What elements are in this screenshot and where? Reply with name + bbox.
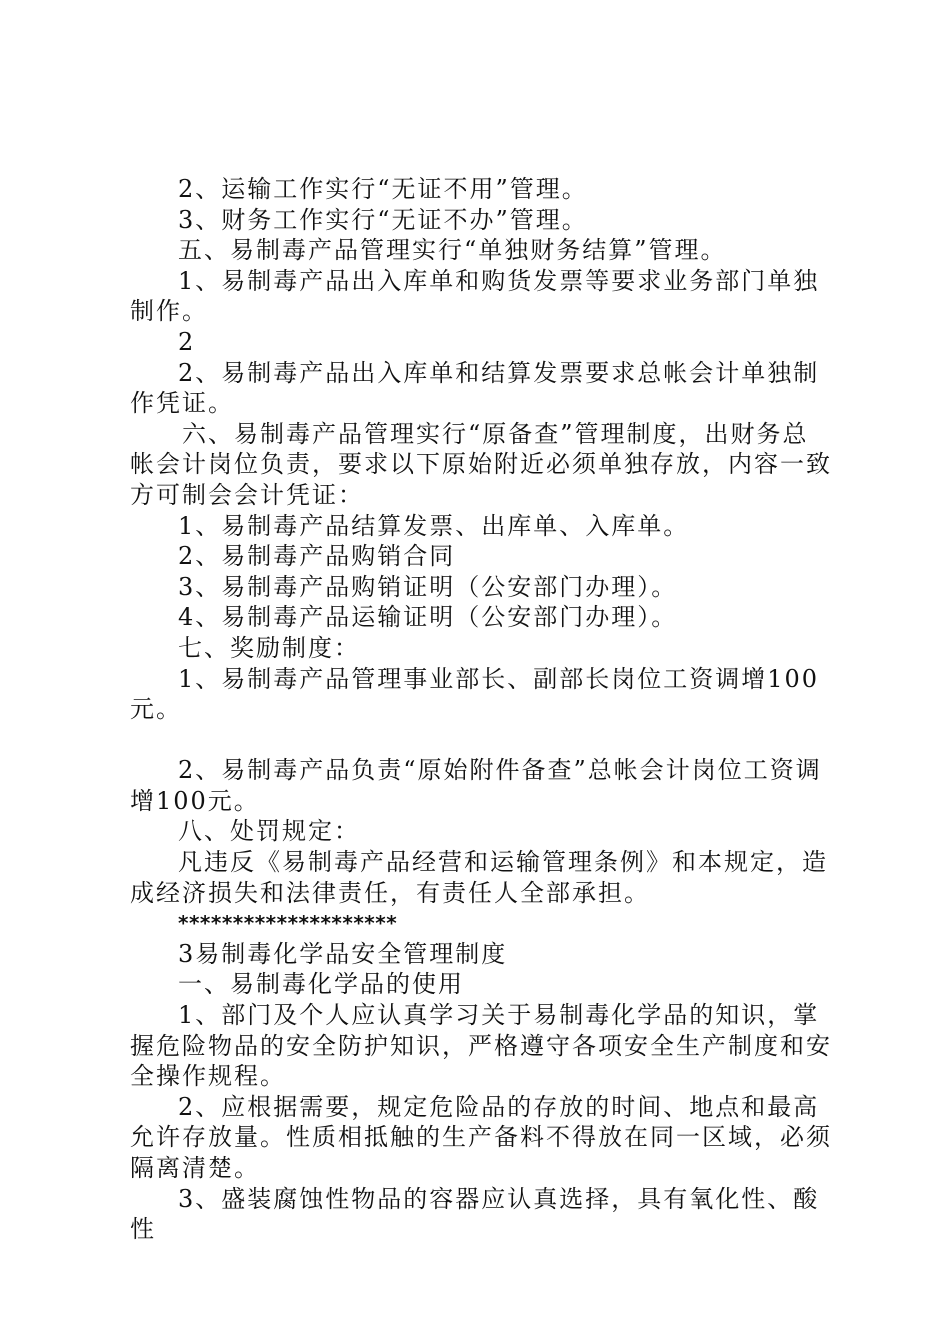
paragraph-usage-2: 2、应根据需要，规定危险品的存放的时间、地点和最高允许存放量。性质相抵触的生产备料不得放在同一区域，必须隔离清楚。 [130,1092,832,1182]
separator-stars: ******************** [178,911,398,936]
section-heading-8: 八、处罚规定： [178,817,360,846]
paragraph-6-2: 2、易制毒产品购销合同 [178,542,456,571]
section-heading-usage: 一、易制毒化学品的使用 [178,970,464,999]
paragraph-transport-rule: 2、运输工作实行“无证不用”管理。 [178,175,588,203]
section-heading-7: 七、奖励制度： [178,633,360,662]
section-heading-6: 六、易制毒产品管理实行“原备查”管理制度，出财务总帐会计岗位负责，要求以下原始附近必须单独存放，内容一致方可制会会计凭证： [130,419,832,509]
paragraph-finance-rule: 3、财务工作实行“无证不办”管理。 [178,205,588,234]
paragraph-7-2: 2、易制毒产品负责“原始附件备查”总帐会计岗位工资调增100元。 [130,756,822,815]
paragraph-usage-1: 1、部门及个人应认真学习关于易制毒化学品的知识，掌握危险物品的安全防护知识，严格遵守各项安全生产制度和安全操作规程。 [130,1001,832,1091]
paragraph-6-4: 4、易制毒产品运输证明（公安部门办理）。 [178,603,678,632]
paragraph-7-1: 1、易制毒产品管理事业部长、副部长岗位工资调增100元。 [130,664,820,724]
section-heading-5: 五、易制毒产品管理实行“单独财务结算”管理。 [178,236,727,265]
page-number: 2 [178,327,196,356]
chapter-title: 3易制毒化学品安全管理制度 [178,939,508,968]
paragraph-usage-3: 3、盛装腐蚀性物品的容器应认真选择，具有氧化性、酸性 [130,1184,820,1244]
paragraph-8-1: 凡违反《易制毒产品经营和运输管理条例》和本规定，造成经济损失和法律责任，有责任人全部承担。 [130,848,828,907]
paragraph-5-2: 2、易制毒产品出入库单和结算发票要求总帐会计单独制作凭证。 [130,358,820,418]
blank-line [130,725,834,756]
document-page [130,174,834,1245]
paragraph-6-1: 1、易制毒产品结算发票、出库单、入库单。 [178,511,690,540]
paragraph-5-1: 1、易制毒产品出入库单和购货发票等要求业务部门单独制作。 [130,266,820,326]
paragraph-6-3: 3、易制毒产品购销证明（公安部门办理）。 [178,572,678,601]
